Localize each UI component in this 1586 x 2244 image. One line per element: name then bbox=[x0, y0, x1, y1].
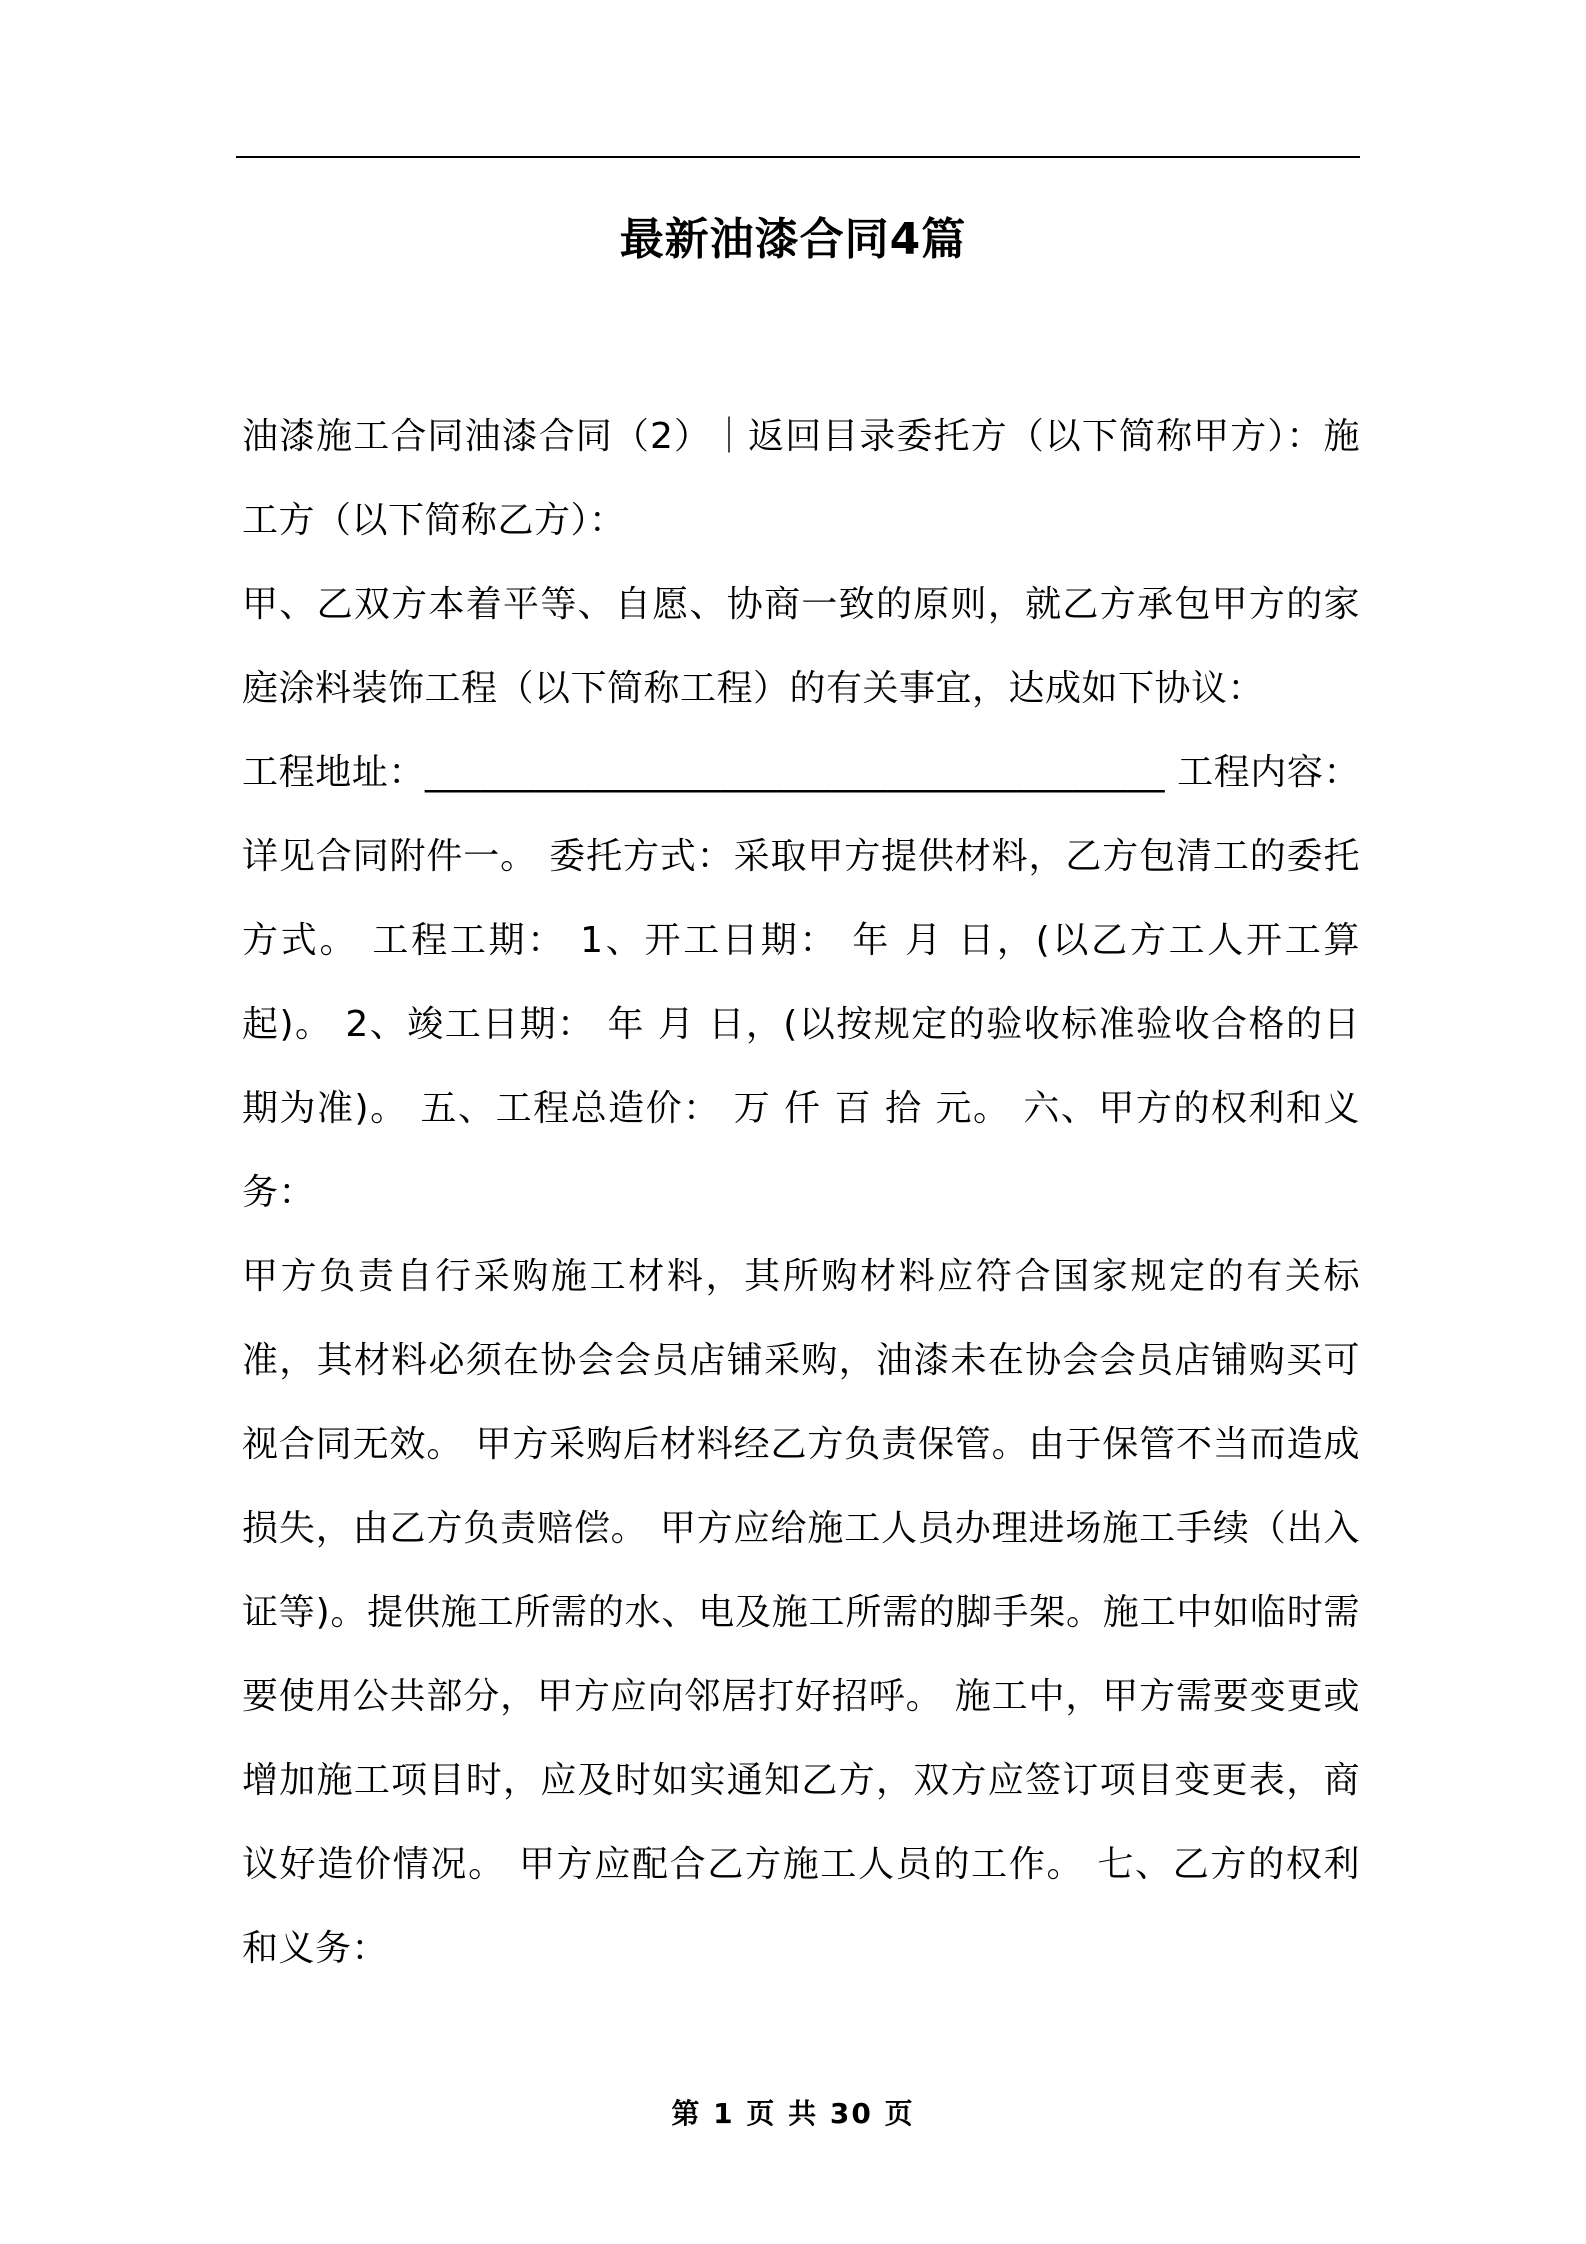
paragraph-intro: 油漆施工合同油漆合同（2）｜返回目录委托方（以下简称甲方）：施工方（以下简称乙方）： bbox=[242, 416, 1360, 541]
header-rule bbox=[236, 156, 1360, 158]
paragraph-agreement: 甲、乙双方本着平等、自愿、协商一致的原则，就乙方承包甲方的家庭涂料装饰工程（以下简称工程）的有关事宜，达成如下协议： bbox=[242, 584, 1360, 709]
paragraph-party-a-duties: 甲方负责自行采购施工材料，其所购材料应符合国家规定的有关标准，其材料必须在协会会员店铺采购，油漆未在协会会员店铺购买可视合同无效。 甲方采购后材料经乙方负责保管。由于保管不当而造成损失，由乙方负责赔偿。 甲方应给施工人员办理进场施工手续（出入证等)。提供施工所需的水、电及施工所需的脚手架。施工中如临时需要使用公共部分，甲方应向邻居打好招呼。 施工中，甲方需要变更或增加施工项目时，应及时如实通知乙方，双方应签订项目变更表，商议好造价情况。 甲方应配合乙方施工人员的工作。 七、乙方的权利和义务： bbox=[242, 1256, 1360, 1969]
document-body bbox=[242, 395, 1360, 1991]
page-number-footer: 第 1 页 共 30 页 bbox=[671, 2097, 915, 2130]
paragraph-project-details: 工程地址：________________________________________ 工程内容：详见合同附件一。 委托方式：采取甲方提供材料，乙方包清工的委托方式。 工程工期： 1、开工日期： 年 月 日，(以乙方工人开工算起)。 2、竣工日期： 年 月 日，(以按规定的验收标准验收合格的日期为准)。 五、工程总造价： 万 仟 百 拾 元。 六、甲方的权利和义务： bbox=[242, 752, 1360, 1213]
document-title: 最新油漆合同4篇 bbox=[619, 214, 967, 265]
